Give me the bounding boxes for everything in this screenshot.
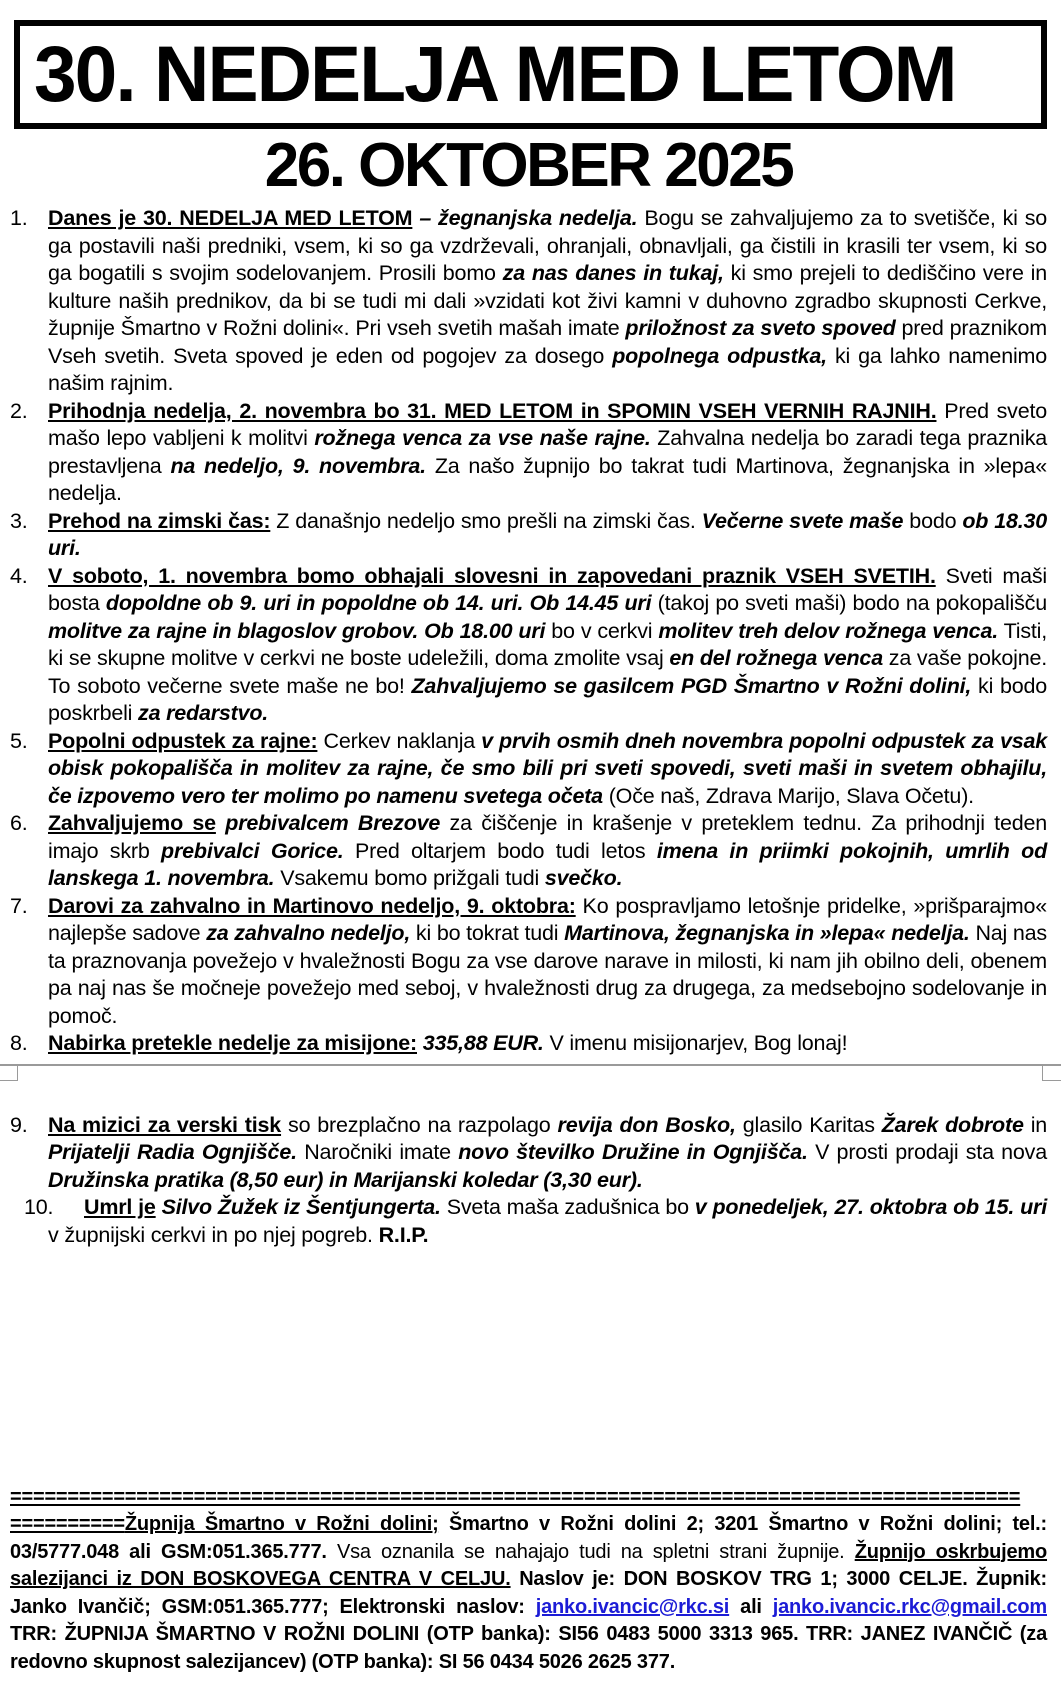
text-run: R.I.P. xyxy=(378,1222,429,1247)
text-run: Družinska pratika (8,50 eur) in Marijanski koledar (3,30 eur). xyxy=(48,1167,643,1192)
announcement-list xyxy=(10,205,1047,1249)
text-run: Nabirka pretekle nedelje za misijone: xyxy=(48,1031,417,1055)
text-run: Danes je 30. NEDELJA MED LETOM xyxy=(48,206,413,230)
text-run: v župnijski cerkvi in po njej pogreb. xyxy=(48,1222,379,1247)
parish-contact-info xyxy=(10,1511,1047,1676)
text-run: Šmartno v Rožni dolini 2; 3201 Šmartno v Rožni dolini; tel.: 03/5777.048 ali GSM:051.365.777. xyxy=(10,1513,1048,1563)
text-run: Martinova, žegnanjska in »lepa« nedelja. xyxy=(564,921,970,945)
text-run: glasilo Karitas xyxy=(735,1112,882,1137)
text-run: za nas danes in tukaj, xyxy=(502,261,724,285)
text-run: Ko pospravljamo letošnje pridelke, »prišparajmo« najlepše sadove xyxy=(48,893,1047,945)
title-box xyxy=(14,20,1047,129)
text-run: molitve za rajne in blagoslov grobov. Ob 18.00 uri xyxy=(48,618,546,643)
text-run: V imenu misijonarjev, Bog lonaj! xyxy=(543,1031,848,1055)
text-run: Prihodnja nedelja, 2. novembra bo 31. MED LETOM in SPOMIN VSEH VERNIH RAJNIH. xyxy=(48,398,937,423)
text-run: Večerne svete maše xyxy=(701,508,904,533)
page-date: 26. OKTOBER 2025 xyxy=(264,131,793,200)
announcement-item-3 xyxy=(10,508,1048,563)
text-run: ki smo prejeli to dediščino vere in kulture naših prednikov, da bi se tudi mi dali »vzidati kot živi kamni v duhovno zgradbo skupnosti Cerkve, župnije Šmartno v Rožni dolini«. Pri vseh svetih mašah imate xyxy=(48,261,1047,340)
item-text xyxy=(48,811,1047,890)
text-run: Prijatelji Radia Ognjišče. xyxy=(48,1140,297,1164)
text-run: v prvih osmih dneh novembra popolni odpustek za vsak obisk pokopališča in molitev za rajne, če smo bili pri sveti spovedi, sveti maši in svetem obhajilu, če izpovemo vero ter molimo po namenu svetega očeta xyxy=(48,728,1048,808)
text-run: Župnija Šmartno v Rožni dolini; xyxy=(124,1513,439,1535)
email-link[interactable]: janko.ivancic@rkc.si xyxy=(535,1595,730,1618)
item-number: 3. xyxy=(10,508,28,533)
page-corner-right xyxy=(1042,1066,1061,1081)
text-run: Prehod na zimski čas: xyxy=(48,508,271,533)
text-run: Za našo župnijo bo takrat tudi Martinova, žegnanjska in »lepa« nedelja. xyxy=(48,453,1047,505)
text-run: Na mizici za verski tisk xyxy=(48,1112,282,1137)
item-number: 2. xyxy=(10,398,28,423)
text-run: TRR: ŽUPNIJA ŠMARTNO V ROŽNI DOLINI (OTP banka): SI56 0483 5000 3313 965. TRR: JANEZ IVANČIČ (za redovno skupnost salezijancev) (OTP banka): SI 56 0434 5026 2625 377. xyxy=(10,1623,1047,1673)
text-run: Vsakemu bomo prižgali tudi xyxy=(274,866,545,890)
text-run: bo v cerkvi xyxy=(545,618,659,643)
page-break-line xyxy=(0,1064,1061,1066)
text-run: ob 18.30 uri. xyxy=(48,508,1048,560)
announcement-item-1 xyxy=(10,205,1048,398)
item-number: 8. xyxy=(10,1031,28,1055)
text-run: ki bodo poskrbeli xyxy=(48,673,1047,725)
text-run: Zahvaljujemo se gasilcem PGD Šmartno v Rožni dolini, xyxy=(411,673,972,698)
text-run: za čiščenje in krašenje v preteklem tednu. Za prihodnji teden imajo skrb xyxy=(48,811,1047,863)
text-run: popolnega odpustka, xyxy=(612,343,827,368)
page-corner-left xyxy=(0,1066,18,1081)
text-run: molitev treh delov rožnega venca. xyxy=(658,618,998,643)
item-number: 6. xyxy=(10,811,28,835)
text-run: Zahvalna nedelja bo zaradi tega praznika prestavljena xyxy=(48,426,1047,478)
footer xyxy=(10,1484,1047,1677)
item-text xyxy=(48,399,1047,506)
item-text xyxy=(48,206,1047,395)
text-run: Silvo Žužek iz Šentjungerta. xyxy=(161,1195,441,1219)
text-run: Vsa oznanila se nahajajo tudi na spletni strani župnije. xyxy=(326,1540,855,1563)
text-run: (takoj po sveti maši) bodo na pokopališču xyxy=(651,591,1047,615)
text-run: svečko. xyxy=(544,866,623,890)
text-run: prebivalcem Brezove xyxy=(225,811,441,835)
text-run: revija don Bosko, xyxy=(557,1112,736,1137)
text-run: ali xyxy=(729,1595,773,1618)
text-run: (Oče naš, Zdrava Marijo, Slava Očetu). xyxy=(602,783,974,808)
text-run: bodo xyxy=(903,508,963,533)
text-run: Umrl je xyxy=(84,1195,156,1219)
text-run: en del rožnega venca xyxy=(669,646,883,670)
text-run: Naročniki imate xyxy=(296,1140,459,1164)
text-run: Zahvaljujemo se xyxy=(48,811,216,835)
item-text xyxy=(48,564,1047,726)
announcement-item-6 xyxy=(10,810,1048,893)
item-text xyxy=(48,729,1047,808)
text-run: dopoldne ob 9. uri in popoldne ob 14. uri. Ob 14.45 uri xyxy=(105,591,652,615)
email-link[interactable]: janko.ivancic.rkc@gmail.com xyxy=(772,1595,1047,1618)
text-run: za redarstvo. xyxy=(138,701,269,725)
text-run: Pred oltarjem bodo tudi letos xyxy=(343,838,657,863)
text-run: Bogu se zahvaljujemo za to svetišče, ki so ga postavili naši predniki, vsem, ki so ga vzdrževali, ohranjali, obnavljali, ga čistili in krasili ter vsem, ki so ga bogatili s svojim sodelovanjem. Prosili bomo xyxy=(48,206,1048,285)
text-run: V prosti prodaji sta nova xyxy=(807,1140,1047,1164)
text-run: za zahvalno nedeljo, xyxy=(206,921,411,945)
item-text xyxy=(48,1031,847,1055)
text-run: Popolni odpustek za rajne: xyxy=(48,728,318,753)
text-run: ========== xyxy=(10,1513,125,1535)
separator-line: ======================================================================================== xyxy=(10,1485,1021,1508)
text-run: V soboto, 1. novembra bomo obhajali slovesni in zapovedani praznik VSEH SVETIH. xyxy=(48,563,936,588)
text-run: Sveta maša zadušnica bo xyxy=(440,1195,695,1219)
text-run: prebivalci Gorice. xyxy=(161,838,344,863)
item-text xyxy=(48,1113,1047,1192)
text-run: in xyxy=(1023,1112,1048,1137)
page-title: 30. NEDELJA MED LETOM xyxy=(34,29,956,118)
announcement-item-9 xyxy=(10,1112,1048,1195)
text-run: Cerkev naklanja xyxy=(317,728,482,753)
page-break-marker xyxy=(0,1064,1061,1082)
text-run: ki bo tokrat tudi xyxy=(410,921,565,945)
text-run xyxy=(216,811,225,835)
item-text xyxy=(48,1195,1047,1247)
text-run: – žegnanjska nedelja. xyxy=(419,206,638,230)
announcement-item-4 xyxy=(10,563,1047,728)
text-run: Z današnjo nedeljo smo prešli na zimski čas. xyxy=(270,508,702,533)
text-run: Darovi za zahvalno in Martinovo nedeljo, 9. oktobra: xyxy=(48,893,576,918)
announcement-item-7 xyxy=(10,893,1047,1031)
text-run: 335,88 EUR. xyxy=(422,1031,544,1055)
text-run: priložnost za sveto spoved xyxy=(625,316,896,340)
text-run: Župnijo oskrbujemo salezijanci iz DON BOSKOVEGA CENTRA V CELJU. xyxy=(10,1540,1048,1590)
announcement-item-5 xyxy=(10,728,1048,811)
text-run: Tisti, ki se skupne molitve v cerkvi ne boste udeležili, doma zmolite vsaj xyxy=(48,618,1047,670)
text-run: Žarek dobrote xyxy=(881,1112,1024,1137)
item-number: 4. xyxy=(10,563,28,588)
item-number: 10. xyxy=(24,1195,54,1219)
text-run: za vaše pokojne. To soboto večerne svete maše ne bo! xyxy=(48,646,1047,698)
text-run: Pred sveto mašo lepo vabljeni k molitvi xyxy=(48,398,1047,450)
text-run: rožnega venca za vse naše rajne. xyxy=(314,426,651,450)
text-run: na nedeljo, 9. novembra. xyxy=(170,453,426,478)
item-text xyxy=(48,509,1047,561)
item-text xyxy=(48,894,1047,1028)
text-run: ki ga lahko namenimo našim rajnim. xyxy=(48,343,1047,395)
text-run: Sveti maši bosta xyxy=(48,563,1047,615)
item-number: 1. xyxy=(10,206,28,230)
announcement-item-10 xyxy=(24,1194,1047,1249)
announcement-item-2 xyxy=(10,398,1047,508)
text-run: Naslov je: DON BOSKOV TRG 1; 3000 CELJE. Župnik: Janko Ivančič; GSM:051.365.777; Elektronski naslov: xyxy=(10,1568,1047,1618)
text-run: pred praznikom Vseh svetih. Sveta spoved je eden od pogojev za dosego xyxy=(48,316,1048,368)
text-run: novo številko Družine in Ognjišča. xyxy=(458,1140,808,1164)
text-run: Naj nas ta praznovanja povežejo v hvaležnosti Bogu za vse darove narave in milosti, ki nam jih obilno deli, obenem pa naj nas še močneje povežejo med seboj, v hvaležnosti drug za drugega, za medsebojno sodelovanje in pomoč. xyxy=(48,921,1047,1028)
text-run: v ponedeljek, 27. oktobra ob 15. uri xyxy=(694,1195,1047,1219)
text-run: imena in priimki pokojnih, umrlih od lanskega 1. novembra. xyxy=(48,838,1048,890)
item-number: 9. xyxy=(10,1112,28,1137)
item-number: 5. xyxy=(10,728,28,753)
announcement-item-8 xyxy=(10,1030,1047,1058)
text-run: so brezplačno na razpolago xyxy=(281,1112,558,1137)
item-number: 7. xyxy=(10,893,28,918)
